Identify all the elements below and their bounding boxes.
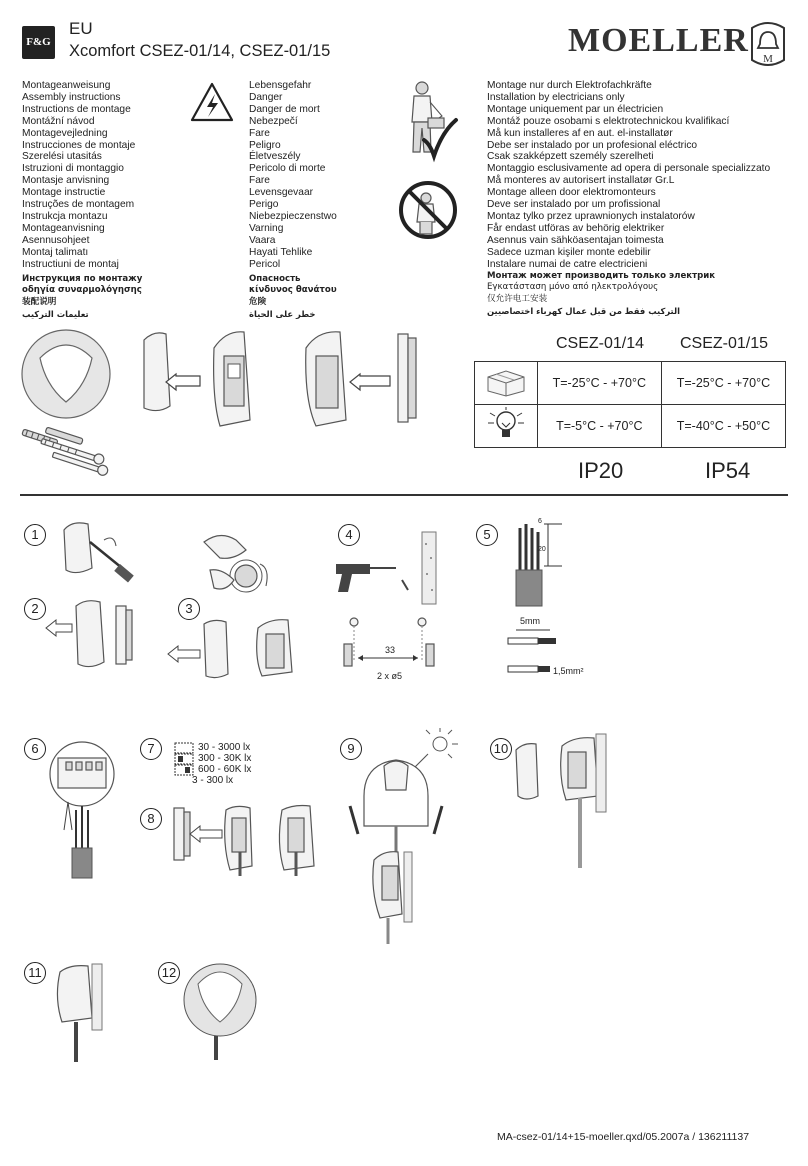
section-divider — [20, 494, 788, 496]
instructions-title-item: Montageanweisung — [22, 80, 111, 91]
instructions-title-item: Asennusohjeet — [22, 234, 90, 246]
electrician-item: Csak szakképzett személy szerelheti — [487, 151, 654, 163]
danger-item: Niebezpieczenstwo — [249, 210, 337, 222]
danger-item: Varning — [249, 222, 284, 234]
checkmark-icon — [420, 118, 460, 162]
spec-storage-col1: T=-25°C - +70°C — [537, 362, 661, 405]
lux-range-item: 3 - 300 lx — [192, 775, 234, 786]
danger-item: Опасность — [249, 273, 301, 284]
step-number: 7 — [140, 738, 162, 760]
danger-list — [249, 80, 337, 321]
danger-item: Danger de mort — [249, 103, 320, 115]
instructions-title-item: Montageanvisning — [22, 222, 105, 234]
instructions-title-list — [22, 80, 142, 321]
electrician-item: Montage uniquement par un électricien — [487, 103, 664, 115]
danger-item: Lebensgefahr — [249, 80, 312, 91]
instructions-title-item: 装配说明 — [22, 297, 57, 308]
instructions-title-item: οδηγία συναρμολόγησης — [22, 285, 142, 296]
instructions-title-item: Instrucciones de montaje — [22, 139, 136, 151]
danger-item: Perigo — [249, 199, 279, 211]
step-number: 6 — [24, 738, 46, 760]
instructions-title-item: Instructiuni de montaj — [22, 258, 119, 270]
step-number: 9 — [340, 738, 362, 760]
electrician-item: Deve ser instalado por um profissional — [487, 199, 661, 211]
danger-arabic: خطر على الحياة — [249, 309, 316, 320]
danger-item: Életveszély — [249, 151, 301, 163]
danger-item: Levensgevaar — [249, 187, 314, 199]
step9-illustration — [340, 730, 460, 946]
electrician-item: Instalare numai de catre electricieni — [487, 258, 648, 270]
lux-range-item: 600 - 60K lx — [198, 764, 252, 775]
electrician-item: Montage alleen door elektromonteurs — [487, 187, 656, 199]
step5-dim1: 6 — [538, 518, 542, 525]
instructions-title-item: Инструкция по монтажу — [22, 273, 143, 284]
step-number: 4 — [338, 524, 360, 546]
step8-illustration — [170, 804, 330, 880]
electrician-item: Må kun installeres af en aut. el-installatør — [487, 127, 673, 139]
electrician-item: Debe ser instalado por un profesional eléctrico — [487, 139, 698, 151]
step-number: 2 — [24, 598, 46, 620]
step3-illustration — [166, 618, 306, 678]
electrician-item: Montaggio esclusivamente ad opera di personale specializzato — [487, 163, 771, 175]
high-voltage-warning-icon — [190, 82, 234, 122]
instructions-title-item: Instrukcja montazu — [22, 210, 108, 222]
danger-item: Pericol — [249, 258, 281, 270]
step-number: 3 — [178, 598, 200, 620]
electrician-item: Asennus vain sähköasentajan toimesta — [487, 234, 664, 246]
step-number: 11 — [24, 962, 46, 984]
step4-drill-size: 2 x ø5 — [377, 671, 403, 681]
step4-distance: 33 — [385, 645, 396, 655]
danger-item: κίνδυνος θανάτου — [249, 285, 337, 296]
spec-col1-header: CSEZ-01/14 — [556, 335, 645, 352]
danger-item: Fare — [249, 127, 270, 139]
step-number: 8 — [140, 808, 162, 830]
electrician-item: Montaz tylko przez uprawnionych instalatorów — [487, 210, 695, 222]
step5-wire-gauge: 1,5mm² — [553, 666, 584, 676]
svg-text:M: M — [763, 53, 773, 65]
spec-row-operation — [475, 405, 786, 448]
step10-illustration — [510, 730, 620, 870]
step-hand-illustration — [196, 528, 280, 600]
electrician-item: Монтаж может производить только электрик — [487, 270, 716, 281]
prohibited-icon — [398, 180, 458, 240]
instructions-title-item: Assembly instructions — [22, 91, 121, 103]
instructions-title-arabic: تعليمات التركيب — [22, 309, 89, 320]
instructions-title-item: Montagevejledning — [22, 127, 108, 139]
step-number: 5 — [476, 524, 498, 546]
footer-doc-ref: MA-csez-01/14+15-moeller.qxd/05.2007a / 136211137 — [497, 1131, 750, 1143]
bulb-icon-cell — [475, 405, 538, 448]
bulb-icon — [486, 407, 526, 443]
electrician-item: 仅允许电工安装 — [487, 294, 548, 305]
spec-storage-col2: T=-25°C - +70°C — [661, 362, 785, 405]
brand-logo-fg — [22, 26, 55, 59]
spec-table — [474, 361, 786, 448]
danger-item: Danger — [249, 91, 283, 103]
step2-illustration — [20, 598, 140, 670]
electrician-arabic: التركيب فقط من قبل عمال كهرباء اختصاصيين — [487, 306, 680, 317]
spec-operation-col2: T=-40°C - +50°C — [661, 405, 785, 448]
step11-illustration — [48, 964, 112, 1064]
danger-item: Vaara — [249, 234, 276, 246]
step5-strip-length: 5mm — [520, 616, 540, 626]
instructions-title-item: Montážní návod — [22, 115, 95, 127]
base-mount-illustration — [300, 330, 430, 440]
instructions-title-item: Montage instructie — [22, 187, 106, 199]
electrician-item: Må monteres av autorisert installatør Gr.L — [487, 175, 675, 187]
ip-rating-col2: IP54 — [705, 458, 751, 483]
danger-item: Nebezpečí — [249, 115, 298, 127]
product-title: Xcomfort CSEZ-01/14, CSEZ-01/15 — [69, 42, 331, 60]
instructions-title-item: Istruzioni di montaggio — [22, 163, 124, 175]
package-icon — [486, 367, 526, 397]
step7-switch-illustration — [174, 742, 194, 786]
electrician-item: Installation by electricians only — [487, 91, 625, 103]
spec-row-storage — [475, 362, 786, 405]
instructions-title-item: Montasje anvisning — [22, 175, 110, 187]
brand-logo-fg-text: F&G — [26, 36, 51, 48]
step5-dim2: 20 — [538, 546, 546, 553]
ip-rating-col1: IP20 — [578, 458, 624, 483]
danger-item: Pericolo di morte — [249, 163, 326, 175]
instructions-title-item: Szerelési utasitás — [22, 151, 102, 163]
electrician-list — [487, 80, 770, 318]
spec-col2-header: CSEZ-01/15 — [680, 335, 769, 352]
lux-range-item: 30 - 3000 lx — [198, 742, 251, 753]
step-number: 10 — [490, 738, 512, 760]
instructions-title-item: Montaj talimatı — [22, 246, 89, 258]
step7-lux-ranges — [192, 742, 252, 786]
electrician-item: Montage nur durch Elektrofachkräfte — [487, 80, 652, 91]
cover-removal-illustration — [140, 330, 320, 440]
step4-drill-illustration — [330, 530, 450, 610]
region-label: EU — [69, 19, 93, 38]
step-number: 12 — [158, 962, 180, 984]
step1-illustration — [60, 520, 144, 584]
electrician-item: Sadece uzman kişiler monte edebilir — [487, 246, 651, 258]
spec-operation-col1: T=-5°C - +70°C — [537, 405, 661, 448]
electrician-item: Montáž pouze osobami s elektrotechnickou kvalifikací — [487, 115, 730, 127]
screws-and-dowels — [22, 428, 112, 472]
moeller-bell-icon — [748, 20, 788, 68]
danger-item: Fare — [249, 175, 270, 187]
brand-name: MOELLER — [568, 22, 749, 59]
package-icon-cell — [475, 362, 538, 405]
electrician-item: Får endast utföras av behörig elektriker — [487, 222, 665, 234]
lux-range-item: 300 - 30K lx — [198, 753, 252, 764]
danger-item: Peligro — [249, 139, 281, 151]
danger-item: 危険 — [249, 297, 267, 308]
step12-illustration — [182, 962, 258, 1062]
step5-wires-illustration — [506, 514, 576, 610]
sensor-front-view — [20, 328, 112, 420]
instructions-title-item: Instruções de montagem — [22, 199, 135, 211]
step-number: 1 — [24, 524, 46, 546]
danger-item: Hayati Tehlike — [249, 246, 313, 258]
step6-terminal-illustration — [44, 740, 120, 880]
instructions-title-item: Instructions de montage — [22, 103, 131, 115]
electrician-item: Εγκατάσταση μόνο από ηλεκτρολόγους — [487, 282, 659, 293]
